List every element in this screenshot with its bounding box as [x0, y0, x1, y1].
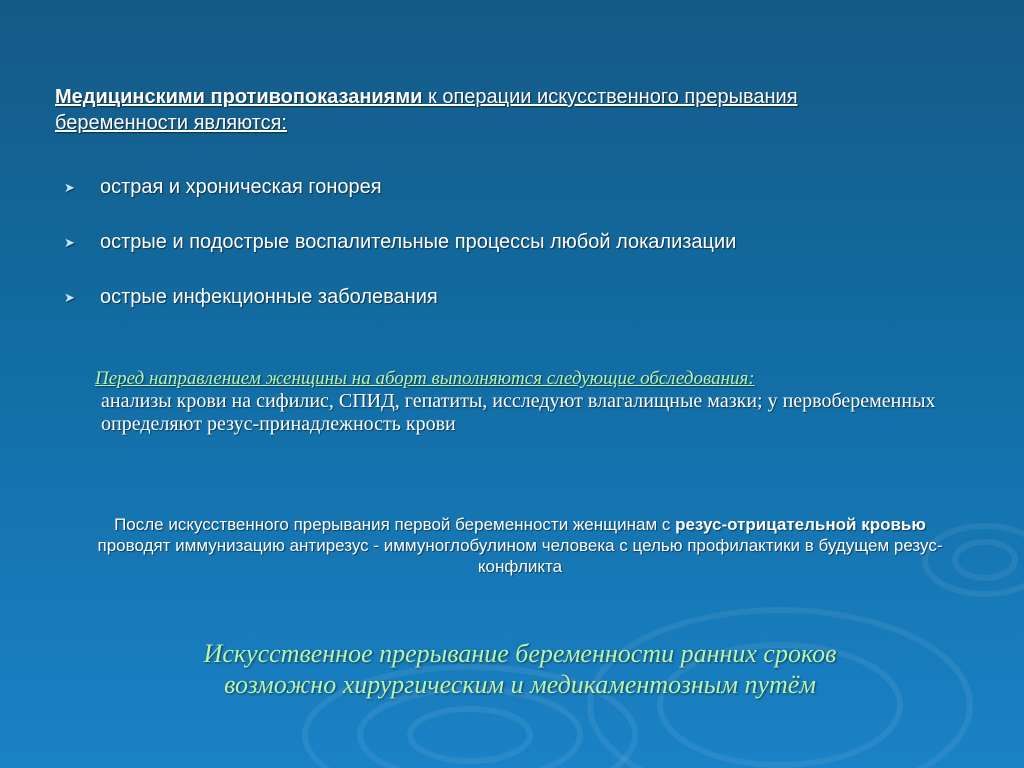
- arrow-bullet-icon: ➤: [64, 181, 75, 196]
- final-line-1: Искусственное прерывание беременности ранних сроков: [203, 639, 837, 668]
- heading-rest-part: к операции искусственного прерывания беременности являются:: [55, 86, 798, 134]
- contraindications-heading: [55, 84, 935, 136]
- rh-note-bold: резус-отрицательной кровью: [675, 515, 926, 534]
- list-item: [64, 282, 736, 337]
- arrow-bullet-icon: ➤: [64, 236, 75, 251]
- list-item-text: острые инфекционные заболевания: [100, 286, 438, 308]
- rh-note-after: проводят иммунизацию антирезус - иммуноглобулином человека с целью профилактики в будущем резус-конфликта: [97, 536, 943, 576]
- list-item-text: острые и подострые воспалительные процессы любой локализации: [100, 231, 737, 253]
- rh-note-before: После искусственного прерывания первой беременности женщинам с: [114, 515, 676, 534]
- list-item-text: острая и хроническая гонорея: [100, 176, 382, 198]
- final-line-2: возможно хирургическим и медикаментозным путём: [224, 670, 816, 699]
- pre-abortion-exams: [95, 368, 975, 436]
- final-statement: [80, 638, 960, 700]
- heading-bold-part: Медицинскими противопоказаниями: [55, 86, 423, 108]
- exam-title: Перед направлением женщины на аборт выполняются следующие обследования:: [95, 368, 755, 389]
- arrow-bullet-icon: ➤: [64, 291, 75, 306]
- list-item: [64, 172, 736, 227]
- contraindications-list: [64, 172, 736, 337]
- exam-body: анализы крови на сифилис, СПИД, гепатиты, исследуют влагалищные мазки; у первобеременных определяют резус-принадлежность крови: [101, 390, 936, 435]
- list-item: [64, 227, 736, 282]
- rh-immunization-note: [90, 514, 950, 577]
